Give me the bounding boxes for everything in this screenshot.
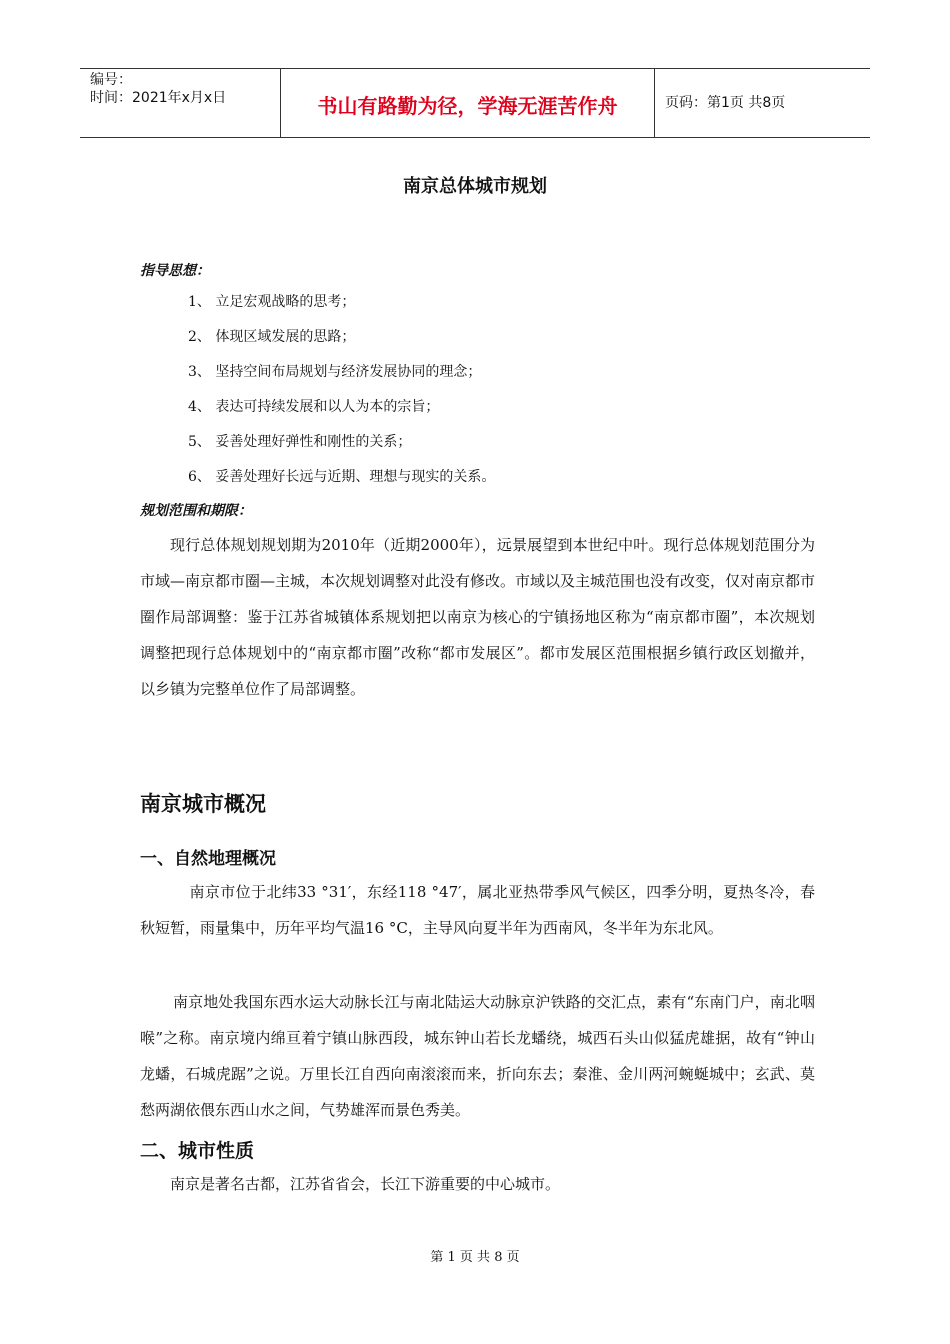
section-1-paragraph-1: 南京市位于北纬33 °31′，东经118 °47′，属北亚热带季风气候区，四季分明，夏热冬冷，春秋短暂，雨量集中，历年平均气温16 °C，主导风向夏半年为西南风，冬半年为东北风。 bbox=[140, 883, 815, 937]
section-2-paragraph-1: 南京是著名古都，江苏省省会，长江下游重要的中心城市。 bbox=[170, 1175, 561, 1193]
header-number-label: 编号： bbox=[90, 72, 132, 88]
section-1-heading: 一、自然地理概况 bbox=[140, 849, 276, 869]
header-motto: 书山有路勤为径，学海无涯苦作舟 bbox=[281, 69, 655, 137]
document-title: 南京总体城市规划 bbox=[403, 176, 547, 197]
header-page-info: 页码：第1页 共8页 bbox=[665, 95, 786, 111]
section-2-heading: 二、城市性质 bbox=[140, 1140, 255, 1162]
list-item: 6、 妥善处理好长远与近期、理想与现实的关系。 bbox=[188, 469, 496, 485]
overview-heading: 南京城市概况 bbox=[140, 792, 266, 816]
header-time-label: 时间：2021年x月x日 bbox=[90, 90, 227, 106]
section-1-paragraph-2: 南京地处我国东西水运大动脉长江与南北陆运大动脉京沪铁路的交汇点，素有“东南门户，南北咽喉”之称。南京境内绵亘着宁镇山脉西段，城东钟山若长龙蟠绕，城西石头山似猛虎雄据，故有“钟山龙蟠，石城虎踞”之说。万里长江自西向南滚滚而来，折向东去；秦淮、金川两河蜿蜒城中；玄武、莫愁两湖依偎东西山水之间，气势雄浑而景色秀美。 bbox=[140, 993, 815, 1119]
list-item: 2、 体现区域发展的思路； bbox=[188, 329, 356, 345]
scope-paragraph: 现行总体规划规划期为2010年（近期2000年），远景展望到本世纪中叶。现行总体规划范围分为市域—南京都市圈—主城，本次规划调整对此没有修改。市域以及主城范围也没有改变，仅对南京都市圈作局部调整：鉴于江苏省城镇体系规划把以南京为核心的宁镇扬地区称为“南京都市圈”，本次规划调整把现行总体规划中的“南京都市圈”改称“都市发展区”。都市发展区范围根据乡镇行政区划撤并，以乡镇为完整单位作了局部调整。 bbox=[140, 536, 816, 698]
guiding-list bbox=[188, 290, 495, 500]
page-footer: 第 1 页 共 8 页 bbox=[430, 1250, 520, 1265]
guiding-label: 指导思想： bbox=[140, 263, 210, 279]
header-meta bbox=[80, 69, 281, 137]
list-item: 5、 妥善处理好弹性和刚性的关系； bbox=[188, 434, 412, 450]
page-header bbox=[80, 68, 870, 138]
scope-label: 规划范围和期限： bbox=[140, 503, 252, 519]
list-item: 3、 坚持空间布局规划与经济发展协同的理念； bbox=[188, 364, 482, 380]
list-item: 4、 表达可持续发展和以人为本的宗旨； bbox=[188, 399, 440, 415]
list-item: 1、 立足宏观战略的思考； bbox=[188, 294, 356, 310]
